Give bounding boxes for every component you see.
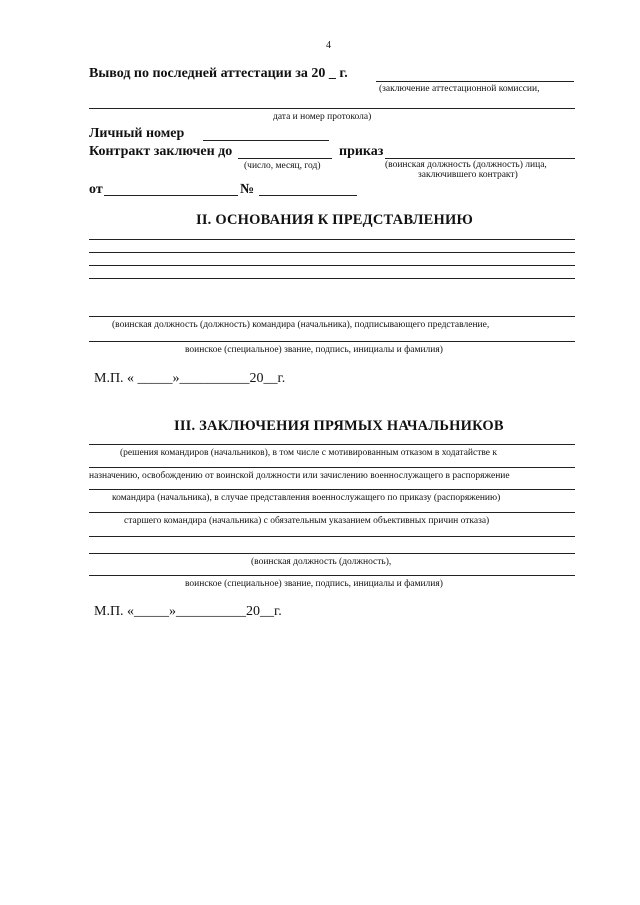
section2-heading: II. ОСНОВАНИЯ К ПРЕДСТАВЛЕНИЮ: [196, 212, 473, 228]
section2-rank-hint: воинское (специальное) звание, подпись, инициалы и фамилия): [185, 345, 443, 355]
page-number: 4: [326, 40, 331, 51]
section3-hint-3: командира (начальника), в случае представления военнослужащего по приказу (распоряжению): [112, 493, 501, 503]
section2-line-2[interactable]: [89, 252, 575, 253]
personal-number-line[interactable]: [203, 140, 329, 141]
section3-position-hint: (воинская должность (должность),: [251, 557, 392, 567]
attestation-line[interactable]: [376, 81, 574, 82]
personal-number-label: Личный номер: [89, 126, 185, 141]
attestation-protocol-line[interactable]: [89, 108, 575, 109]
section3-stamp-date: М.П. «_____»__________20__г.: [94, 604, 282, 619]
section2-position-hint: (воинская должность (должность) командира (начальника), подписывающего представление,: [112, 320, 490, 330]
contract-position-hint-2: заключившего контракт): [418, 170, 518, 180]
contract-order-line[interactable]: [385, 158, 575, 159]
section3-signature-line[interactable]: [89, 553, 575, 554]
attestation-protocol-hint: дата и номер протокола): [273, 112, 372, 122]
contract-position-hint-1: (воинская должность (должность) лица,: [385, 160, 547, 170]
section3-line-3[interactable]: [89, 489, 575, 490]
section3-line-2[interactable]: [89, 467, 575, 468]
contract-label: Контракт заключен до: [89, 144, 233, 159]
section2-line-3[interactable]: [89, 265, 575, 266]
section3-rank-hint: воинское (специальное) звание, подпись, инициалы и фамилия): [185, 579, 443, 589]
contract-date-hint: (число, месяц, год): [244, 161, 321, 171]
section3-rank-line[interactable]: [89, 575, 575, 576]
contract-number-line[interactable]: [259, 195, 357, 196]
section2-signature-line[interactable]: [89, 316, 575, 317]
section3-hint-4: старшего командира (начальника) с обязательным указанием объективных причин отказа): [124, 516, 490, 526]
contract-date-line[interactable]: [238, 158, 332, 159]
section3-heading: III. ЗАКЛЮЧЕНИЯ ПРЯМЫХ НАЧАЛЬНИКОВ: [174, 418, 504, 434]
section2-line-1[interactable]: [89, 239, 575, 240]
section2-line-4[interactable]: [89, 278, 575, 279]
section3-line-4[interactable]: [89, 512, 575, 513]
section2-stamp-date: М.П. « _____»__________20__г.: [94, 371, 286, 386]
section3-hint-2: назначению, освобождению от воинской должности или зачислению военнослужащего в распоряжение: [89, 471, 510, 481]
contract-number-label: №: [240, 182, 255, 197]
section3-line-1[interactable]: [89, 444, 575, 445]
attestation-label: Вывод по последней аттестации за 20 _ г.: [89, 66, 348, 81]
attestation-commission-hint: (заключение аттестационной комиссии,: [379, 84, 540, 94]
contract-from-line[interactable]: [104, 195, 238, 196]
contract-from-label: от: [89, 182, 103, 197]
contract-order-label: приказ: [339, 144, 384, 159]
section2-rank-line[interactable]: [89, 341, 575, 342]
section3-line-5[interactable]: [89, 536, 575, 537]
section3-hint-1: (решения командиров (начальников), в том числе с мотивированным отказом в ходатайстве к: [120, 448, 498, 458]
